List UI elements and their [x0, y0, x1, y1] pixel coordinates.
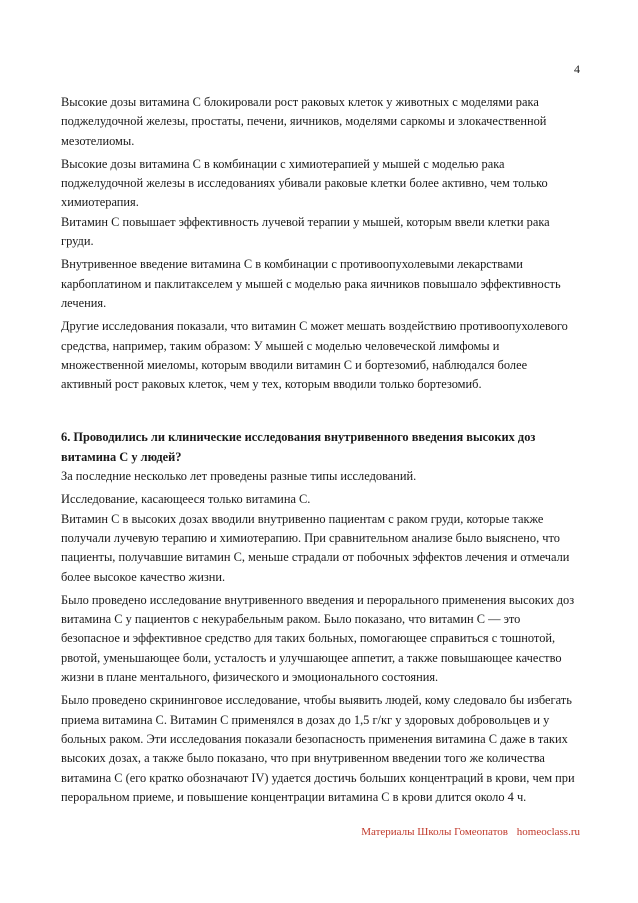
document-body	[61, 93, 580, 811]
paragraph: Было проведено исследование внутривенного введения и перорального применения высоких доз витамина С у пациентов с некурабельным раком. Было показано, что витамин С — это безопасное и эффективное средство для таких больных, помогающее справиться с тошнотой, рвотой, уменьшающее боли, усталость и улучшающее аппетит, а также повышающее качество жизни в плане ментального, физического и эмоционального состояния.	[61, 592, 575, 685]
paragraph: Было проведено скрининговое исследование, чтобы выявить людей, кому следовало бы избегать приема витамина С. Витамин С применялся в дозах до 1,5 г/кг у здоровых добровольцев и у больных раком. Эти исследования показали безопасность применения витамина С даже в таких высоких дозах, а также было показано, что при внутривенном введении того же количества витамина С (его кратко обозначают IV) удается достичь больших концентраций в крови, чем при пероральном приеме, и повышение концентрации витамина С в крови длится около 4 ч.	[61, 693, 575, 804]
paragraph: Исследование, касающееся только витамина С.	[61, 492, 311, 507]
paragraph: Высокие дозы витамина С блокировали рост раковых клеток у животных с моделями рака поджелудочной железы, простаты, печени, яичников, моделями саркомы и злокачественной мезотелиомы.	[61, 95, 547, 148]
paragraph: Витамин С в высоких дозах вводили внутривенно пациентам с раком груди, которые также получали лучевую терапию и химиотерапию. При сравнительном анализе было выяснено, что пациенты, получавшие витамин С, меньше страдали от побочных эффектов лечения и отмечали более высокое качество жизни.	[61, 511, 570, 584]
paragraph: За последние несколько лет проведены разные типы исследований.	[61, 469, 417, 484]
paragraph: Другие исследования показали, что витамин С может мешать воздействию противоопухолевого средства, например, таким образом: У мышей с моделью человеческой лимфомы и множественной миеломы, которым вводили витамин С и бортезомиб, наблюдался более активный рост раковых клеток, чем у тех, которым вводили только бортезомиб.	[61, 319, 568, 392]
footer-text: Материалы Школы Гомеопатов	[361, 826, 509, 838]
paragraph: Витамин С повышает эффективность лучевой терапии у мышей, которым ввели клетки рака груди.	[61, 214, 550, 249]
section-heading: 6. Проводились ли клинические исследования внутривенного введения высоких доз витамина С у людей?	[61, 430, 536, 464]
page-number: 4	[574, 62, 580, 76]
footer-site-link[interactable]: homeoclass.ru	[516, 826, 580, 838]
paragraph: Внутривенное введение витамина С в комбинации с противоопухолевыми лекарствами карбоплатином и паклитакселем у мышей с моделью рака яичников повышало эффективность лечения.	[61, 257, 561, 310]
footer	[361, 826, 580, 839]
paragraph: Высокие дозы витамина С в комбинации с химиотерапией у мышей с моделью рака поджелудочной железы в исследованиях убивали раковые клетки более активно, чем только химиотерапия.	[61, 156, 548, 210]
